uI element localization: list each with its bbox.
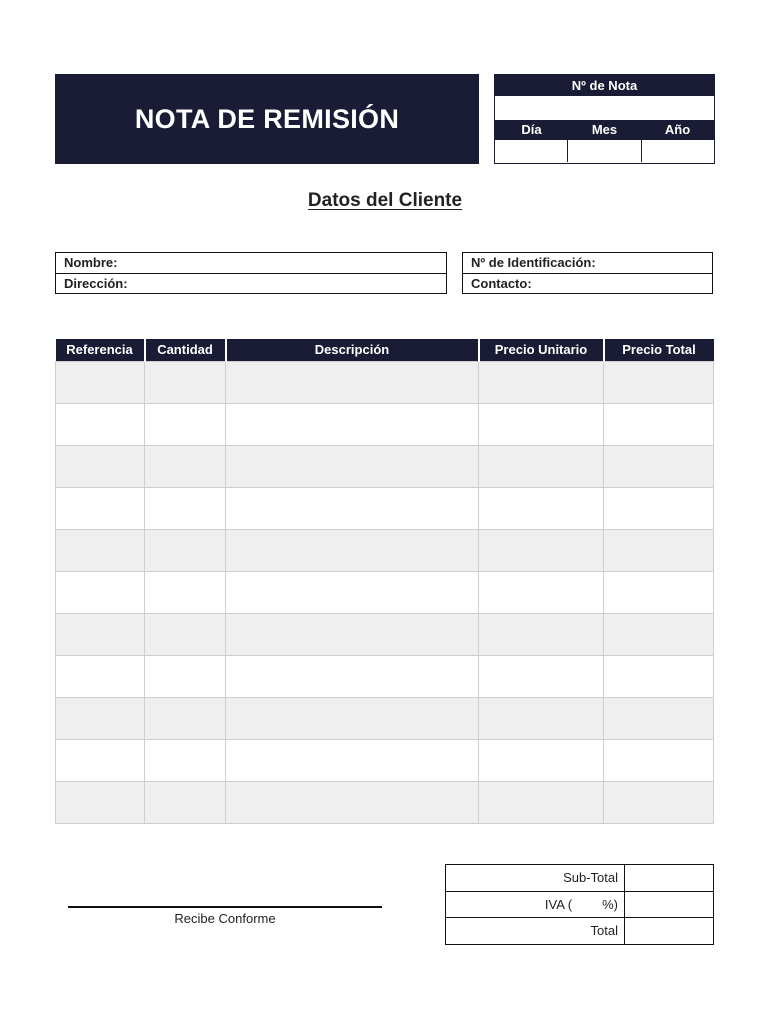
cell-quantity[interactable] bbox=[145, 697, 226, 739]
note-number-field[interactable] bbox=[495, 96, 714, 120]
subtotal-value-field[interactable] bbox=[625, 865, 714, 892]
cell-total-price[interactable] bbox=[604, 487, 714, 529]
items-body bbox=[56, 361, 714, 823]
cell-quantity[interactable] bbox=[145, 781, 226, 823]
totals-table bbox=[445, 864, 714, 945]
cell-description[interactable] bbox=[226, 655, 479, 697]
cell-description[interactable] bbox=[226, 739, 479, 781]
cell-total-price[interactable] bbox=[604, 403, 714, 445]
cell-unit-price[interactable] bbox=[479, 487, 604, 529]
cell-reference[interactable] bbox=[56, 655, 145, 697]
client-name-field[interactable] bbox=[56, 253, 446, 273]
cell-reference[interactable] bbox=[56, 529, 145, 571]
table-row bbox=[56, 445, 714, 487]
cell-description[interactable] bbox=[226, 571, 479, 613]
column-header-reference: Referencia bbox=[56, 339, 145, 361]
table-row bbox=[56, 571, 714, 613]
cell-quantity[interactable] bbox=[145, 529, 226, 571]
client-id-contact-box bbox=[462, 252, 713, 294]
cell-total-price[interactable] bbox=[604, 529, 714, 571]
table-row bbox=[56, 487, 714, 529]
year-field[interactable] bbox=[641, 140, 714, 162]
cell-quantity[interactable] bbox=[145, 403, 226, 445]
cell-reference[interactable] bbox=[56, 571, 145, 613]
iva-row bbox=[446, 891, 714, 918]
cell-quantity[interactable] bbox=[145, 487, 226, 529]
client-id-field[interactable] bbox=[463, 253, 712, 273]
table-row bbox=[56, 655, 714, 697]
cell-unit-price[interactable] bbox=[479, 529, 604, 571]
cell-reference[interactable] bbox=[56, 445, 145, 487]
client-address-field[interactable] bbox=[56, 273, 446, 293]
cell-unit-price[interactable] bbox=[479, 403, 604, 445]
column-header-total-price: Precio Total bbox=[604, 339, 714, 361]
table-row bbox=[56, 697, 714, 739]
cell-description[interactable] bbox=[226, 445, 479, 487]
cell-unit-price[interactable] bbox=[479, 655, 604, 697]
cell-reference[interactable] bbox=[56, 613, 145, 655]
cell-total-price[interactable] bbox=[604, 445, 714, 487]
table-row bbox=[56, 529, 714, 571]
table-row bbox=[56, 739, 714, 781]
column-header-quantity: Cantidad bbox=[145, 339, 226, 361]
table-row bbox=[56, 613, 714, 655]
cell-description[interactable] bbox=[226, 781, 479, 823]
table-row bbox=[56, 781, 714, 823]
cell-reference[interactable] bbox=[56, 739, 145, 781]
total-value-field[interactable] bbox=[625, 918, 714, 945]
cell-total-price[interactable] bbox=[604, 655, 714, 697]
total-row bbox=[446, 918, 714, 945]
cell-quantity[interactable] bbox=[145, 655, 226, 697]
cell-total-price[interactable] bbox=[604, 739, 714, 781]
items-header-row bbox=[56, 339, 714, 361]
cell-unit-price[interactable] bbox=[479, 781, 604, 823]
cell-reference[interactable] bbox=[56, 781, 145, 823]
cell-quantity[interactable] bbox=[145, 613, 226, 655]
cell-total-price[interactable] bbox=[604, 571, 714, 613]
client-contact-label: Contacto: bbox=[471, 276, 532, 291]
client-id-label: Nº de Identificación: bbox=[471, 255, 596, 270]
total-label: Total bbox=[446, 918, 625, 945]
cell-description[interactable] bbox=[226, 697, 479, 739]
table-row bbox=[56, 403, 714, 445]
iva-value-field[interactable] bbox=[625, 891, 714, 918]
cell-reference[interactable] bbox=[56, 403, 145, 445]
client-section-title: Datos del Cliente bbox=[307, 190, 463, 211]
cell-unit-price[interactable] bbox=[479, 361, 604, 403]
items-table bbox=[55, 339, 714, 824]
cell-unit-price[interactable] bbox=[479, 571, 604, 613]
cell-description[interactable] bbox=[226, 403, 479, 445]
date-fields bbox=[495, 140, 714, 162]
cell-reference[interactable] bbox=[56, 697, 145, 739]
column-header-description: Descripción bbox=[226, 339, 479, 361]
cell-reference[interactable] bbox=[56, 361, 145, 403]
title-banner bbox=[55, 74, 479, 164]
iva-label-pre: IVA ( bbox=[544, 896, 573, 912]
cell-quantity[interactable] bbox=[145, 445, 226, 487]
day-field[interactable] bbox=[495, 140, 567, 162]
cell-description[interactable] bbox=[226, 529, 479, 571]
client-name-label: Nombre: bbox=[64, 255, 118, 270]
iva-label-post: %) bbox=[602, 896, 618, 912]
cell-unit-price[interactable] bbox=[479, 613, 604, 655]
day-label: Día bbox=[521, 122, 542, 137]
cell-total-price[interactable] bbox=[604, 697, 714, 739]
subtotal-row bbox=[446, 865, 714, 892]
signature-line bbox=[68, 906, 382, 908]
column-header-unit-price: Precio Unitario bbox=[479, 339, 604, 361]
note-info-box bbox=[494, 74, 715, 164]
document-title: NOTA DE REMISIÓN bbox=[134, 103, 400, 134]
cell-description[interactable] bbox=[226, 613, 479, 655]
subtotal-label: Sub-Total bbox=[446, 865, 625, 892]
cell-description[interactable] bbox=[226, 487, 479, 529]
year-label: Año bbox=[664, 122, 691, 137]
cell-total-price[interactable] bbox=[604, 781, 714, 823]
cell-quantity[interactable] bbox=[145, 571, 226, 613]
cell-unit-price[interactable] bbox=[479, 445, 604, 487]
cell-reference[interactable] bbox=[56, 487, 145, 529]
cell-total-price[interactable] bbox=[604, 361, 714, 403]
date-header bbox=[495, 120, 714, 140]
table-row bbox=[56, 361, 714, 403]
cell-unit-price[interactable] bbox=[479, 697, 604, 739]
client-contact-field[interactable] bbox=[463, 273, 712, 293]
note-number-label: Nº de Nota bbox=[495, 75, 714, 96]
cell-quantity[interactable] bbox=[145, 361, 226, 403]
client-address-label: Dirección: bbox=[64, 276, 128, 291]
cell-description[interactable] bbox=[226, 361, 479, 403]
client-name-address-box bbox=[55, 252, 447, 294]
cell-quantity[interactable] bbox=[145, 739, 226, 781]
cell-unit-price[interactable] bbox=[479, 739, 604, 781]
month-field[interactable] bbox=[567, 140, 640, 162]
month-label: Mes bbox=[591, 122, 618, 137]
signature-label: Recibe Conforme bbox=[174, 911, 276, 926]
cell-total-price[interactable] bbox=[604, 613, 714, 655]
iva-label bbox=[446, 891, 625, 918]
